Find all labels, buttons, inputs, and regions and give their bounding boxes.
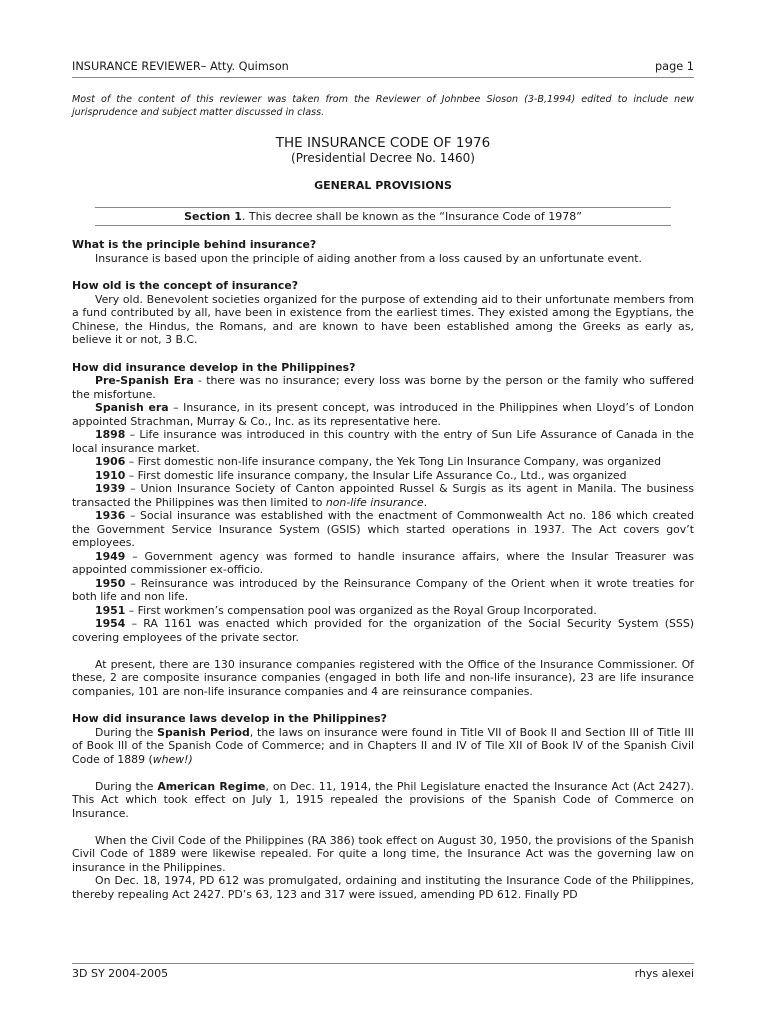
history-term: 1936	[95, 509, 126, 522]
laws-paragraph-spanish	[72, 726, 694, 767]
answer-principle: Insurance is based upon the principle of aiding another from a loss caused by an unfortunate event.	[95, 251, 642, 265]
history-text: – Reinsurance was introduced by the Reinsurance Company of the Orient when it wrote treaties for both life and non life.	[72, 576, 694, 603]
history-item	[72, 604, 694, 618]
laws-paragraph-american	[72, 780, 694, 821]
page-footer	[72, 963, 694, 981]
history-text: – Union Insurance Society of Canton appointed Russel & Surgis as its agent in Manila. The business transacted the Philippines was then limited to	[72, 482, 694, 509]
history-text: – First domestic non-life insurance company, the Yek Tong Lin Insurance Company, was organized	[125, 455, 661, 468]
history-term: 1898	[95, 428, 126, 441]
history-term: 1939	[95, 482, 126, 495]
document-page	[72, 0, 694, 1024]
document-subtitle: (Presidential Decree No. 1460)	[291, 151, 475, 165]
section-1-box	[95, 207, 671, 226]
history-item	[72, 550, 694, 577]
history-term: 1954	[95, 617, 126, 630]
document-body	[72, 238, 694, 901]
laws-italic: whew!)	[152, 752, 193, 766]
history-text: – Social insurance was established with the enactment of Commonwealth Act no. 186 which created the Government Service Insurance System (GSIS) which started operations in 1937. The Act covers gov’t employees.	[72, 509, 694, 549]
history-item	[72, 577, 694, 604]
laws-text: During the	[95, 779, 158, 793]
history-italic: non-life insurance	[325, 495, 424, 509]
history-term: 1949	[95, 549, 126, 563]
history-item	[72, 428, 694, 455]
question-laws-development: How did insurance laws develop in the Philippines?	[72, 712, 387, 725]
section-1-label: Section 1	[184, 210, 242, 223]
history-text: – Insurance, in its present concept, was introduced in the Philippines when Lloyd’s of London appointed Strachman, Murray & Co., Inc. as its representative here.	[72, 401, 695, 428]
present-status-paragraph: At present, there are 130 insurance companies registered with the Office of the Insurance Commissioner. Of these, 2 are composite insurance companies (engaged in both life and non-life insurance), 23 are life insurance companies, 101 are non-life insurance companies and 4 are reinsurance companies.	[72, 657, 694, 698]
history-text: – Life insurance was introduced in this country with the entry of Sun Life Assurance of Canada in the local insurance market.	[72, 428, 694, 455]
history-term: Spanish era	[95, 401, 169, 414]
history-text: – First domestic life insurance company, the Insular Life Assurance Co., Ltd., was organized	[125, 468, 627, 482]
history-term: 1906	[95, 455, 126, 468]
history-item	[72, 617, 694, 644]
question-concept-age: How old is the concept of insurance?	[72, 279, 299, 292]
source-note: Most of the content of this reviewer was taken from the Reviewer of Johnbee Sioson (3-B,1994) edited to include new jurisprudence and subject matter discussed in class.	[72, 94, 694, 118]
answer-concept-age: Very old. Benevolent societies organized for the purpose of extending aid to their unfortunate members from a fund contributed by all, have been in existence from the earliest times. They existed among the Egyptians, the Chinese, the Hindus, the Romans, and are known to have been established among the Greeks as early as, believe it or not, 3 B.C.	[72, 292, 694, 346]
history-text: - there was no insurance; every loss was borne by the person or the family who suffered the misfortune.	[72, 374, 694, 401]
question-development-ph: How did insurance develop in the Philippines?	[72, 360, 356, 374]
laws-term: Spanish Period	[157, 725, 250, 739]
question-principle: What is the principle behind insurance?	[72, 238, 317, 251]
history-item	[72, 482, 694, 509]
laws-text: , the laws on insurance were found in Title VII of Book II and Section III of Title III of Book III of the Spanish Code of Commerce; and in Chapters II and IV of Tile XII of Book IV of the Spanish Civil Code of 1889 (	[72, 725, 694, 766]
history-term: Pre-Spanish Era	[95, 374, 194, 387]
footer-left: 3D SY 2004-2005	[72, 967, 169, 980]
history-text: – First workmen’s compensation pool was organized as the Royal Group Incorporated.	[125, 603, 597, 617]
laws-paragraph-civil-code: When the Civil Code of the Philippines (RA 386) took effect on August 30, 1950, the provisions of the Spanish Civil Code of 1889 were likewise repealed. For quite a long time, the Insurance Act was the governing law on insurance in the Philippines.	[72, 833, 694, 874]
history-item	[72, 509, 694, 550]
history-tail: .	[423, 495, 428, 509]
page-number: page 1	[655, 60, 694, 73]
history-text: – Government agency was formed to handle insurance affairs, where the Insular Treasurer was appointed commissioner ex-officio.	[72, 549, 694, 576]
history-term: 1950	[95, 576, 126, 590]
history-item	[72, 455, 694, 469]
document-title: THE INSURANCE CODE OF 1976	[275, 135, 491, 151]
laws-term: American Regime	[157, 779, 266, 793]
history-item	[72, 469, 694, 483]
section-1-text: . This decree shall be known as the “Insurance Code of 1978”	[241, 210, 582, 223]
laws-text: During the	[95, 725, 158, 739]
history-item	[72, 374, 694, 401]
history-text: – RA 1161 was enacted which provided for the organization of the Social Security System (SSS) covering employees of the private sector.	[72, 617, 694, 644]
history-term: 1910	[95, 468, 126, 482]
laws-text: , on Dec. 11, 1914, the Phil Legislature enacted the Insurance Act (Act 2427). This Act which took effect on July 1, 1915 repealed the provisions of the Spanish Code of Commerce on Insurance.	[72, 779, 694, 820]
page-header	[72, 60, 694, 78]
laws-paragraph-pd612: On Dec. 18, 1974, PD 612 was promulgated, ordaining and instituting the Insurance Code of the Philippines, thereby repealing Act 2427. PD’s 63, 123 and 317 were issued, amending PD 612. Finally PD	[72, 874, 694, 901]
history-term: 1951	[95, 603, 126, 617]
history-item	[72, 401, 694, 428]
footer-author: rhys alexei	[634, 967, 694, 980]
section-heading: GENERAL PROVISIONS	[314, 179, 452, 192]
header-title: INSURANCE REVIEWER– Atty. Quimson	[72, 60, 289, 73]
